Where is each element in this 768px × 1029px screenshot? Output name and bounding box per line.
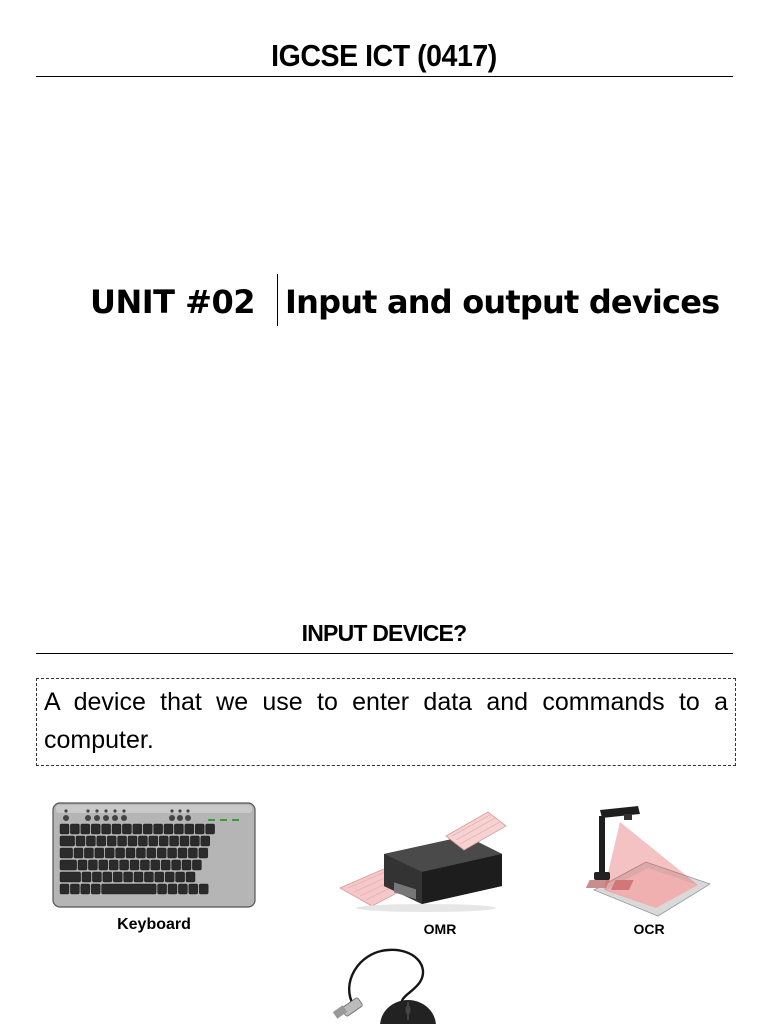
keyboard-key: [103, 872, 112, 882]
keyboard-key: [81, 824, 90, 834]
keyboard-key: [149, 836, 158, 846]
keyboard-key: [120, 860, 129, 870]
keyboard-key: [188, 848, 197, 858]
keyboard-key: [154, 824, 163, 834]
keyboard-key: [199, 884, 208, 894]
unit-number: UNIT #02: [90, 283, 255, 321]
keyboard-key: [158, 884, 167, 894]
definition-box: [36, 678, 736, 766]
keyboard-key: [136, 848, 145, 858]
keyboard-key: [82, 872, 91, 882]
keyboard-key: [138, 836, 147, 846]
keyboard-key: [186, 872, 195, 882]
keyboard-key: [74, 848, 83, 858]
document-camera-icon: [586, 802, 714, 922]
ocr-caption: OCR: [633, 921, 665, 937]
section-underline: [36, 653, 733, 654]
keyboard-key: [109, 860, 118, 870]
keyboard-key: [143, 824, 152, 834]
keyboard-key: [206, 824, 215, 834]
keyboard-key: [60, 872, 81, 882]
keyboard-key: [92, 872, 101, 882]
keyboard-icon: [52, 802, 256, 910]
keyboard-image: [52, 802, 256, 910]
keyboard-key: [189, 884, 198, 894]
keyboard-key: [144, 872, 153, 882]
keyboard-key: [130, 860, 139, 870]
keyboard-key: [168, 884, 177, 894]
omr-caption: OMR: [423, 921, 457, 937]
keyboard-key: [201, 836, 210, 846]
keyboard-key: [124, 872, 133, 882]
keyboard-key: [164, 824, 173, 834]
keyboard-key: [128, 836, 137, 846]
ocr-image: [586, 802, 714, 922]
keyboard-key: [60, 860, 77, 870]
mouse-icon: [332, 946, 442, 1024]
keyboard-key: [70, 824, 79, 834]
keyboard-key: [107, 836, 116, 846]
keyboard-key: [78, 860, 87, 870]
keyboard-key: [185, 824, 194, 834]
keyboard-key: [168, 848, 177, 858]
page-title: IGCSE ICT (0417): [271, 38, 497, 73]
keyboard-key: [182, 860, 191, 870]
keyboard-key: [165, 872, 174, 882]
mouse-image: [332, 946, 442, 1024]
keyboard-key: [102, 884, 157, 894]
keyboard-key: [151, 860, 160, 870]
keyboard-key: [84, 848, 93, 858]
keyboard-key: [86, 836, 95, 846]
keyboard-key: [178, 884, 187, 894]
keyboard-key: [60, 824, 69, 834]
keyboard-key: [91, 884, 100, 894]
keyboard-key: [134, 872, 143, 882]
keyboard-key: [60, 848, 73, 858]
keyboard-key: [140, 860, 149, 870]
keyboard-key: [176, 872, 185, 882]
unit-topic: Input and output devices: [285, 283, 720, 321]
keyboard-key: [161, 860, 170, 870]
keyboard-key: [99, 860, 108, 870]
keyboard-key: [102, 824, 111, 834]
keyboard-key: [112, 824, 121, 834]
keyboard-key: [95, 848, 104, 858]
keyboard-key: [60, 836, 75, 846]
keyboard-key: [81, 884, 90, 894]
keyboard-key: [60, 884, 69, 894]
keyboard-key: [91, 824, 100, 834]
keyboard-key: [199, 848, 208, 858]
keyboard-key: [155, 872, 164, 882]
keyboard-key: [195, 824, 204, 834]
keyboard-key: [113, 872, 122, 882]
keyboard-key: [180, 836, 189, 846]
unit-divider: [277, 274, 278, 326]
keyboard-key: [190, 836, 199, 846]
keyboard-key: [116, 848, 125, 858]
keyboard-key: [192, 860, 201, 870]
keyboard-key: [126, 848, 135, 858]
keyboard-key: [70, 884, 79, 894]
omr-scanner-icon: [338, 806, 510, 914]
keyboard-key: [159, 836, 168, 846]
section-heading: INPUT DEVICE?: [301, 620, 467, 646]
keyboard-key: [174, 824, 183, 834]
keyboard-key: [76, 836, 85, 846]
keyboard-key: [172, 860, 181, 870]
keyboard-key: [178, 848, 187, 858]
keyboard-key: [118, 836, 127, 846]
omr-image: [338, 806, 510, 914]
keyboard-key: [105, 848, 114, 858]
keyboard-key: [157, 848, 166, 858]
definition-text: A device that we use to enter data and commands to a computer.: [44, 688, 728, 754]
keyboard-key: [147, 848, 156, 858]
keyboard-key: [122, 824, 131, 834]
keyboard-key: [97, 836, 106, 846]
keyboard-key: [170, 836, 179, 846]
title-underline: [36, 76, 733, 77]
keyboard-caption: Keyboard: [117, 916, 191, 933]
keyboard-key: [133, 824, 142, 834]
keyboard-key: [88, 860, 97, 870]
